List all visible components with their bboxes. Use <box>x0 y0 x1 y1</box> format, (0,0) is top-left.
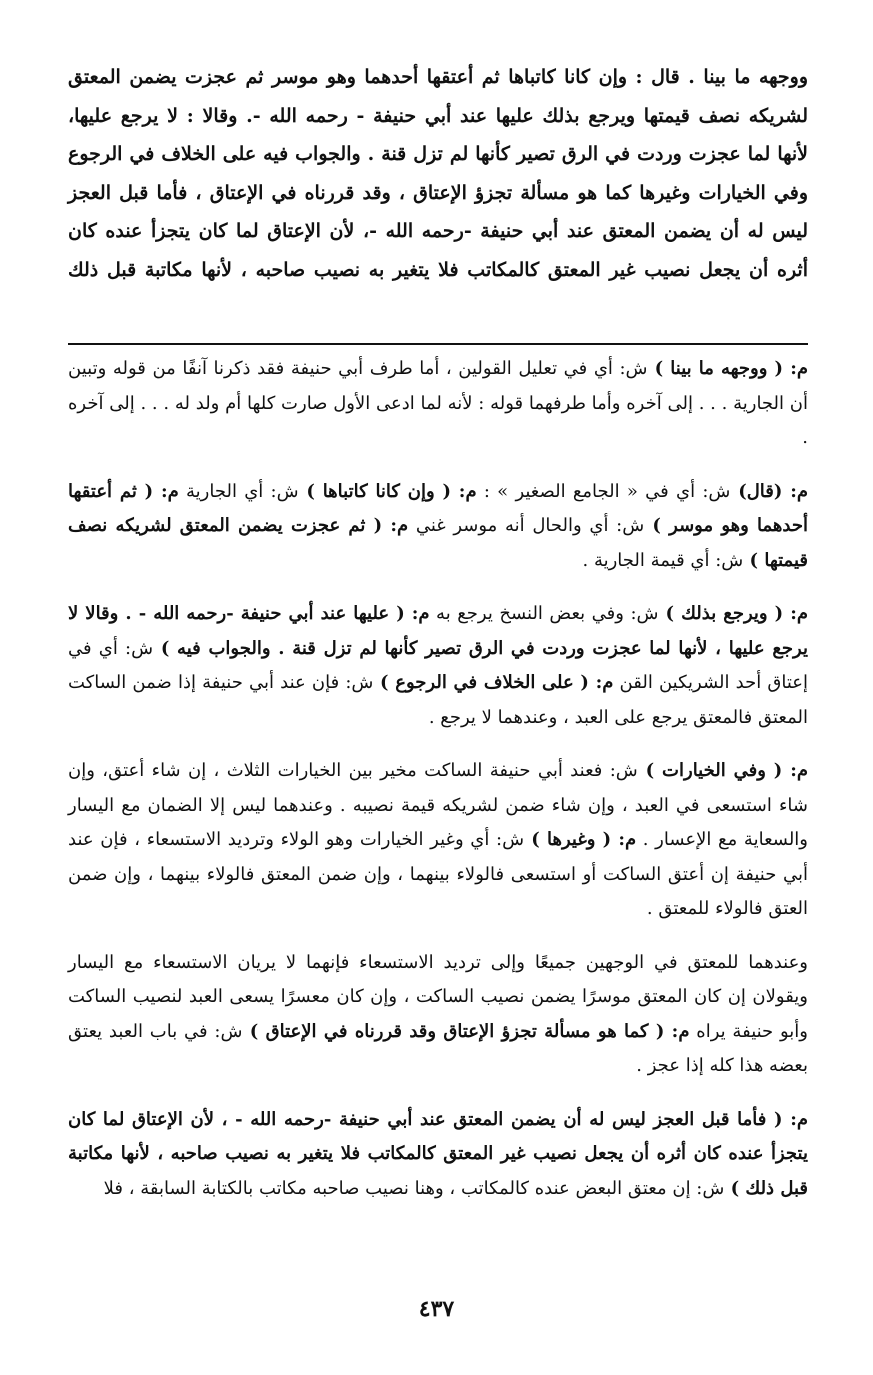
sharh-text: ش: أي في « الجامع الصغير » : <box>476 480 731 502</box>
matn-text: م: ( وفي الخيارات ) <box>637 760 808 781</box>
sharh-text: ش: أي الجارية <box>178 480 299 502</box>
matn-text: م: ( ووجهه ما بينا ) <box>647 358 808 379</box>
sharh-text: ش: فإن عند أبي حنيفة إذا ضمن الساكت المعتق فالمعتق يرجع على العبد ، وعندهما لا يرجع . <box>68 672 808 728</box>
page-number: ٤٣٧ <box>418 1296 455 1322</box>
commentary-paragraph <box>68 475 808 579</box>
matn-text: م: ( وإن كانا كاتباها ) <box>298 480 477 502</box>
sharh-text: ش: وفي بعض النسخ يرجع به <box>429 603 659 624</box>
main-text-block: ووجهه ما بينا . قال : وإن كانا كاتباها ثم أعتقها أحدهما وهو موسر ثم عجزت يضمن المعتق لشريكه نصف قيمتها ويرجع بذلك عليها عند أبي حنيفة - رحمه الله -. وقالا : لا يرجع عليها، لأنها لما عجزت وردت في الرق تصير كأنها لم تزل قنة . والجواب فيه على الخلاف في الرجوع وفي الخيارات وغيرها كما هو مسألة تجزؤ الإعتاق ، وقد قررناه في الإعتاق ، فأما قبل العجز ليس له أن يضمن المعتق عند أبي حنيفة -رحمه الله -، لأن الإعتاق لما كان يتجزأ عنده كان أثره أن يجعل نصيب غير المعتق كالمكاتب فلا يتغير به نصيب صاحبه ، لأنها مكاتبة قبل ذلك <box>68 66 808 281</box>
sharh-text: ش: أي وغير الخيارات وهو الولاء وترديد الاستسعاء ، فإن عند أبي حنيفة إن أعتق الساكت أو استسعى فالولاء بينهما ، وإن ضمن المعتق فالولاء بينهما ، وإن ضمن العتق فالولاء للمعتق . <box>68 829 808 919</box>
sharh-text: ش: أي قيمة الجارية . <box>582 549 744 571</box>
matn-text: م: ( ثم أعتقها أحدهما وهو موسر ) <box>68 480 808 536</box>
matn-text: م: ( على الخلاف في الرجوع ) <box>373 672 614 693</box>
matn-text: م: ( كما هو مسألة تجزؤ الإعتاق وقد قررناه في الإعتاق ) <box>242 1020 690 1042</box>
matn-text: م: ( فأما قبل العجز ليس له أن يضمن المعتق عند أبي حنيفة -رحمه الله - ، لأن الإعتاق لما كان يتجزأ عنده كان أثره أن يجعل نصيب غير المعتق كالمكاتب فلا يتغير به نصيب صاحبه ، لأنها مكاتبة قبل ذلك ) <box>68 1108 808 1199</box>
matn-text: م: (قال) <box>730 480 808 502</box>
commentary-paragraph <box>68 597 808 735</box>
footnote-divider <box>68 343 808 345</box>
sharh-text: ش: في باب العبد يعتق بعضه هذا كله إذا عجز . <box>68 1020 808 1076</box>
sharh-text: وعندهما للمعتق في الوجهين جميعًا وإلى ترديد الاستسعاء فإنهما لا يريان الاستسعاء مع اليسار ويقولان إن كان المعتق موسرًا يضمن نصيب الساكت ، وإن كان معسرًا يسعى العبد لنصيب الساكت وأبو حنيفة يراه <box>68 951 808 1042</box>
sharh-text: ش: أي في تعليل القولين ، أما طرف أبي حنيفة فقد ذكرنا آنفًا من قوله وتبين أن الجارية . . . إلى آخره وأما طرفهما قوله : لأنه لما ادعى الأول صارت كلها أم ولد له . . . إلى آخره . <box>68 358 808 448</box>
sharh-text: ش: فعند أبي حنيفة الساكت مخير بين الخيارات الثلاث ، إن شاء أعتق، وإن شاء استسعى في العبد ، وإن شاء ضمن لشريكه قيمة نصيبه . وعندهما ليس إلا الضمان مع اليسار والسعاية مع الإعسار . <box>68 760 808 850</box>
sharh-text: ش: إن معتق البعض عنده كالمكاتب ، وهنا نصيب صاحبه مكاتب بالكتابة السابقة ، فلا <box>103 1177 725 1199</box>
sharh-text: ش: أي والحال أنه موسر غني <box>408 515 645 536</box>
commentary-section <box>68 352 808 1225</box>
matn-text: م: ( ويرجع بذلك ) <box>658 603 808 624</box>
commentary-paragraph <box>68 946 808 1084</box>
matn-text: م: ( عليها عند أبي حنيفة -رحمه الله - . وقالا لا يرجع عليها ، لأنها لما عجزت وردت في الرق تصير كأنها لم تزل قنة . والجواب فيه ) <box>68 603 808 659</box>
commentary-paragraph <box>68 754 808 927</box>
matn-text: م: ( وغيرها ) <box>524 829 637 850</box>
commentary-paragraph <box>68 352 808 456</box>
commentary-paragraph <box>68 1103 808 1207</box>
sharh-text: ش: أي في إعتاق أحد الشريكين القن <box>68 637 808 693</box>
matn-text: م: ( ثم عجزت يضمن المعتق لشريكه نصف قيمتها ) <box>68 515 808 571</box>
